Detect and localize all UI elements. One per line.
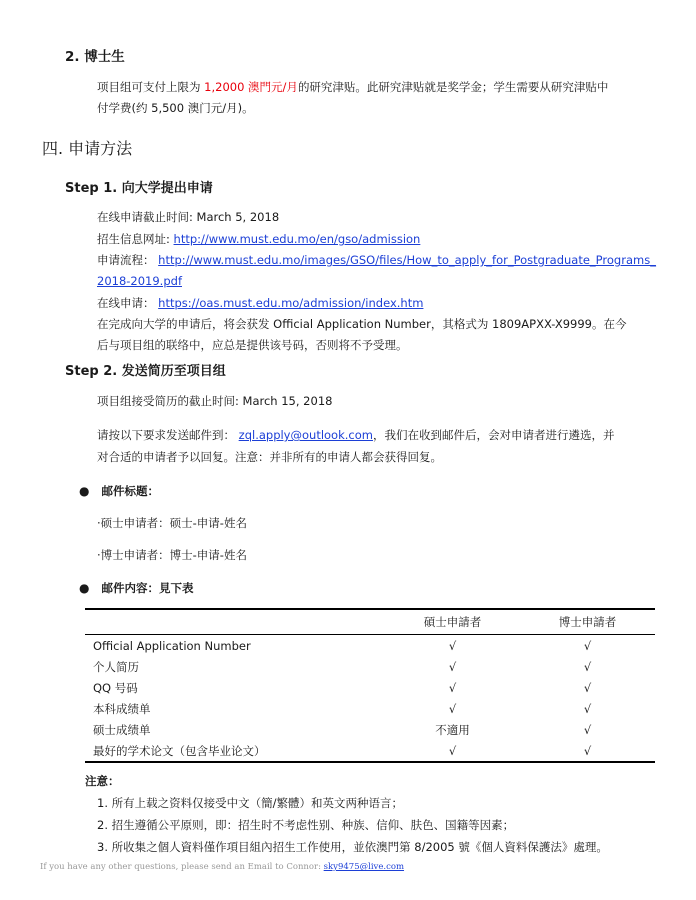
table-row <box>85 698 655 719</box>
bullet-content <box>79 578 193 599</box>
table-cell: 个人简历 <box>93 659 139 674</box>
online-label: 在线申请： <box>97 296 159 310</box>
footer <box>40 862 404 872</box>
email-suffix: ，我们在收到邮件后，会对申请者进行遴选，并 <box>372 428 615 442</box>
notes-heading: 注意： <box>85 774 120 788</box>
step2-email-line <box>97 425 614 446</box>
step1-process <box>97 250 656 271</box>
table-header-cell: 博士申請者 <box>520 609 655 635</box>
table-cell: √ <box>583 680 592 695</box>
materials-table <box>85 608 655 763</box>
table-cell: √ <box>448 680 457 695</box>
table-cell: √ <box>583 743 592 758</box>
subject-master: ·硕士申请者：硕士-申请-姓名 <box>97 516 247 530</box>
table-cell: √ <box>448 638 457 653</box>
table-row <box>85 656 655 677</box>
admission-info-link[interactable]: http://www.must.edu.mo/en/gso/admission <box>173 232 421 246</box>
step2-line-2: 对合适的申请者予以回复。注意：并非所有的申请人都会获得回复。 <box>97 450 442 464</box>
table-header-cell: 碩士申請者 <box>385 609 520 635</box>
info-label: 招生信息网址: <box>97 232 174 246</box>
table-cell: √ <box>448 701 457 716</box>
table-cell: QQ 号码 <box>93 680 138 695</box>
bullet-subject <box>79 481 159 502</box>
step1-deadline: 在线申请截止时间: March 5, 2018 <box>97 210 280 224</box>
table-header-cell <box>85 609 385 635</box>
table-row <box>85 635 655 657</box>
phd-stipend-line-1 <box>97 77 608 98</box>
apply-heading: 四. 申请方法 <box>42 139 133 158</box>
table-cell: √ <box>583 638 592 653</box>
bullet-subject-label: 邮件标题： <box>101 484 159 498</box>
email-prefix: 请按以下要求发送邮件到： <box>97 428 239 442</box>
table-row <box>85 677 655 698</box>
step1-note-2: 后与项目组的联络中，应总是提供该号码，否则将不予受理。 <box>97 338 408 352</box>
phd-stipend-amount: 1,2000 澳門元/月 <box>204 80 298 94</box>
bullet-icon: ● <box>79 581 90 595</box>
online-application-link[interactable]: https://oas.must.edu.mo/admission/index.htm <box>158 296 424 310</box>
process-pdf-link-cont[interactable]: 2018-2019.pdf <box>97 274 182 288</box>
table-cell: Official Application Number <box>93 638 251 653</box>
table-cell: 不適用 <box>435 722 470 737</box>
table-cell: 最好的学术论文（包含毕业论文） <box>93 743 266 758</box>
phd-stipend-line-2: 付学费(约 5,500 澳门元/月)。 <box>97 101 254 115</box>
table-cell: 硕士成绩单 <box>93 722 151 737</box>
note-item: 3. 所收集之個人資料僅作項目組內招生工作使用，並依澳門第 8/2005 號《個人資料保護法》處理。 <box>97 840 608 854</box>
note-item: 1. 所有上载之资料仅接受中文（簡/繁體）和英文两种语言； <box>97 796 403 810</box>
bullet-icon: ● <box>79 484 90 498</box>
subject-phd: ·博士申请者：博士-申请-姓名 <box>97 548 247 562</box>
table-cell: √ <box>583 722 592 737</box>
table-cell: √ <box>583 659 592 674</box>
step1-process-cont <box>97 271 182 292</box>
step1-note-1: 在完成向大学的申请后，将会获发 Official Application Number，其格式为 1809APXX-X9999。在今 <box>97 317 627 331</box>
phd-text: 的研究津贴。此研究津贴就是奖学金；学生需要从研究津贴中 <box>297 80 609 94</box>
table-cell: √ <box>448 743 457 758</box>
phd-heading: 2. 博士生 <box>65 49 125 65</box>
table-row <box>85 740 655 762</box>
footer-text: If you have any other questions, please send an Email to Connor: <box>40 862 324 872</box>
step2-deadline: 项目组接受简历的截止时间: March 15, 2018 <box>97 394 333 408</box>
table-cell: 本科成绩单 <box>93 701 151 716</box>
table-cell: √ <box>583 701 592 716</box>
step1-online <box>97 293 423 314</box>
process-label: 申请流程： <box>97 253 159 267</box>
bullet-content-label: 邮件内容：見下表 <box>101 581 194 595</box>
step2-heading: Step 2. 发送简历至项目组 <box>65 364 226 379</box>
footer-email-link[interactable]: sky9475@live.com <box>323 862 405 872</box>
phd-text: 项目组可支付上限为 <box>97 80 205 94</box>
note-item: 2. 招生遵循公平原则，即：招生时不考虑性别、种族、信仰、肤色、国籍等因素； <box>97 818 515 832</box>
process-pdf-link[interactable]: http://www.must.edu.mo/images/GSO/files/How_to_apply_for_Postgraduate_Programs_ <box>158 253 656 267</box>
table-header-row <box>85 609 655 635</box>
apply-email-link[interactable]: zql.apply@outlook.com <box>238 428 373 442</box>
table-cell: √ <box>448 659 457 674</box>
table-row <box>85 719 655 740</box>
step1-info <box>97 229 420 250</box>
step1-heading: Step 1. 向大学提出申请 <box>65 181 213 196</box>
